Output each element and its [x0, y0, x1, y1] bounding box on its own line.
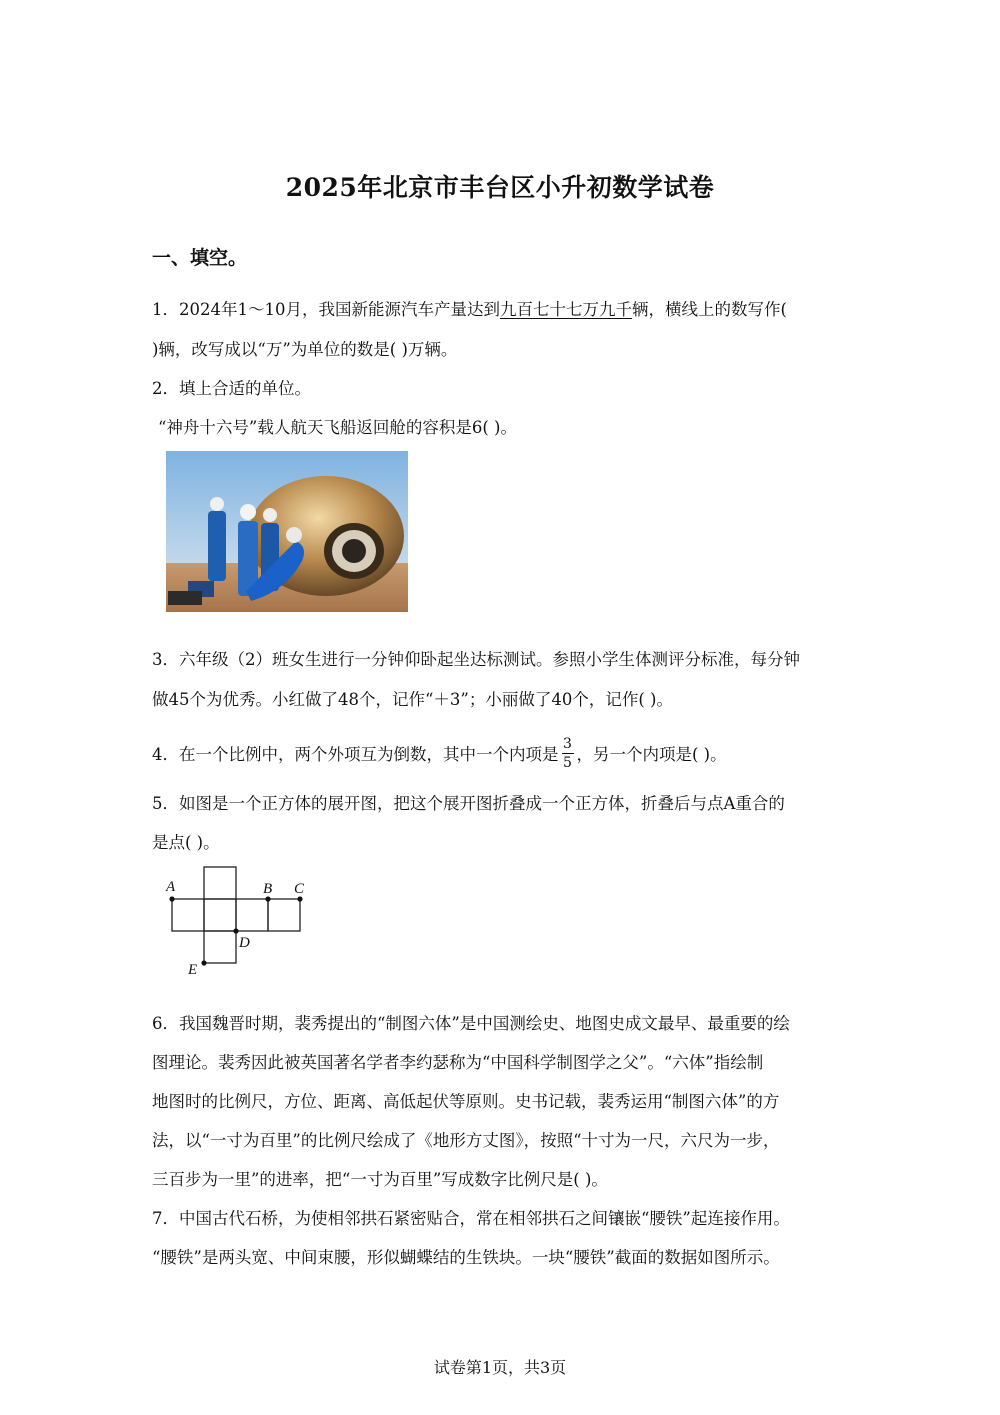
question-4-line: 4．在一个比例中，两个外项互为倒数，其中一个内项是 $\frac{3}{5}$ ，另一个内项是( )。: [152, 736, 727, 771]
capsule-photo: [166, 451, 408, 612]
point-label-d: D: [239, 935, 250, 951]
point-label-c: C: [294, 881, 305, 897]
question-7-line-1: 7．中国古代石桥，为使相邻拱石紧密贴合，常在相邻拱石之间镶嵌“腰铁”起连接作用。: [152, 1209, 790, 1228]
fraction-three-fifths: $\frac{3}{5}$: [563, 736, 572, 771]
question-2-line-2: “神舟十六号”载人航天飞船返回舱的容积是6( )。: [158, 418, 517, 437]
underlined-number-text: 九百七十七万九千: [499, 300, 632, 319]
question-6-line-4: 法，以“一寸为百里”的比例尺绘成了《地形方丈图》，按照“十寸为一尺，六尺为一步，: [152, 1131, 780, 1150]
question-6-line-5: 三百步为一里”的进率，把“一寸为百里”写成数字比例尺是( )。: [152, 1170, 608, 1189]
cube-net-diagram: [160, 864, 320, 983]
question-3-line-2: 做45个为优秀。小红做了48个，记作“＋3”；小丽做了40个，记作( )。: [152, 690, 673, 709]
question-5-line-2: 是点( )。: [152, 833, 220, 852]
point-label-e: E: [188, 962, 198, 978]
question-6-line-2: 图理论。裴秀因此被英国著名学者李约瑟称为“中国科学制图学之父”。“六体”指绘制: [152, 1053, 764, 1072]
section-title: 一、填空。: [152, 247, 248, 269]
point-label-b: B: [263, 881, 273, 897]
question-2-line-1: 2．填上合适的单位。: [152, 379, 311, 398]
question-1-line-2: )辆，改写成以“万”为单位的数是( )万辆。: [152, 340, 458, 359]
question-6-line-1: 6．我国魏晋时期，裴秀提出的“制图六体”是中国测绘史、地图史成文最早、最重要的绘: [152, 1014, 790, 1033]
page-footer: 试卷第1页，共3页: [433, 1358, 567, 1377]
point-label-a: A: [166, 879, 176, 895]
page-title: 2025年北京市丰台区小升初数学试卷: [285, 173, 715, 202]
question-5-line-1: 5．如图是一个正方体的展开图，把这个展开图折叠成一个正方体，折叠后与点A重合的: [152, 794, 785, 813]
question-7-line-2: “腰铁”是两头宽、中间束腰，形似蝴蝶结的生铁块。一块“腰铁”截面的数据如图所示。: [152, 1248, 780, 1267]
question-3-line-1: 3．六年级（2）班女生进行一分钟仰卧起坐达标测试。参照小学生体测评分标准，每分钟: [152, 650, 800, 669]
question-1-line-1: 1．2024年1～10月，我国新能源汽车产量达到九百七十七万九千辆，横线上的数写作(: [152, 300, 787, 319]
question-6-line-3: 地图时的比例尺，方位、距离、高低起伏等原则。史书记载，裴秀运用“制图六体”的方: [152, 1092, 780, 1111]
